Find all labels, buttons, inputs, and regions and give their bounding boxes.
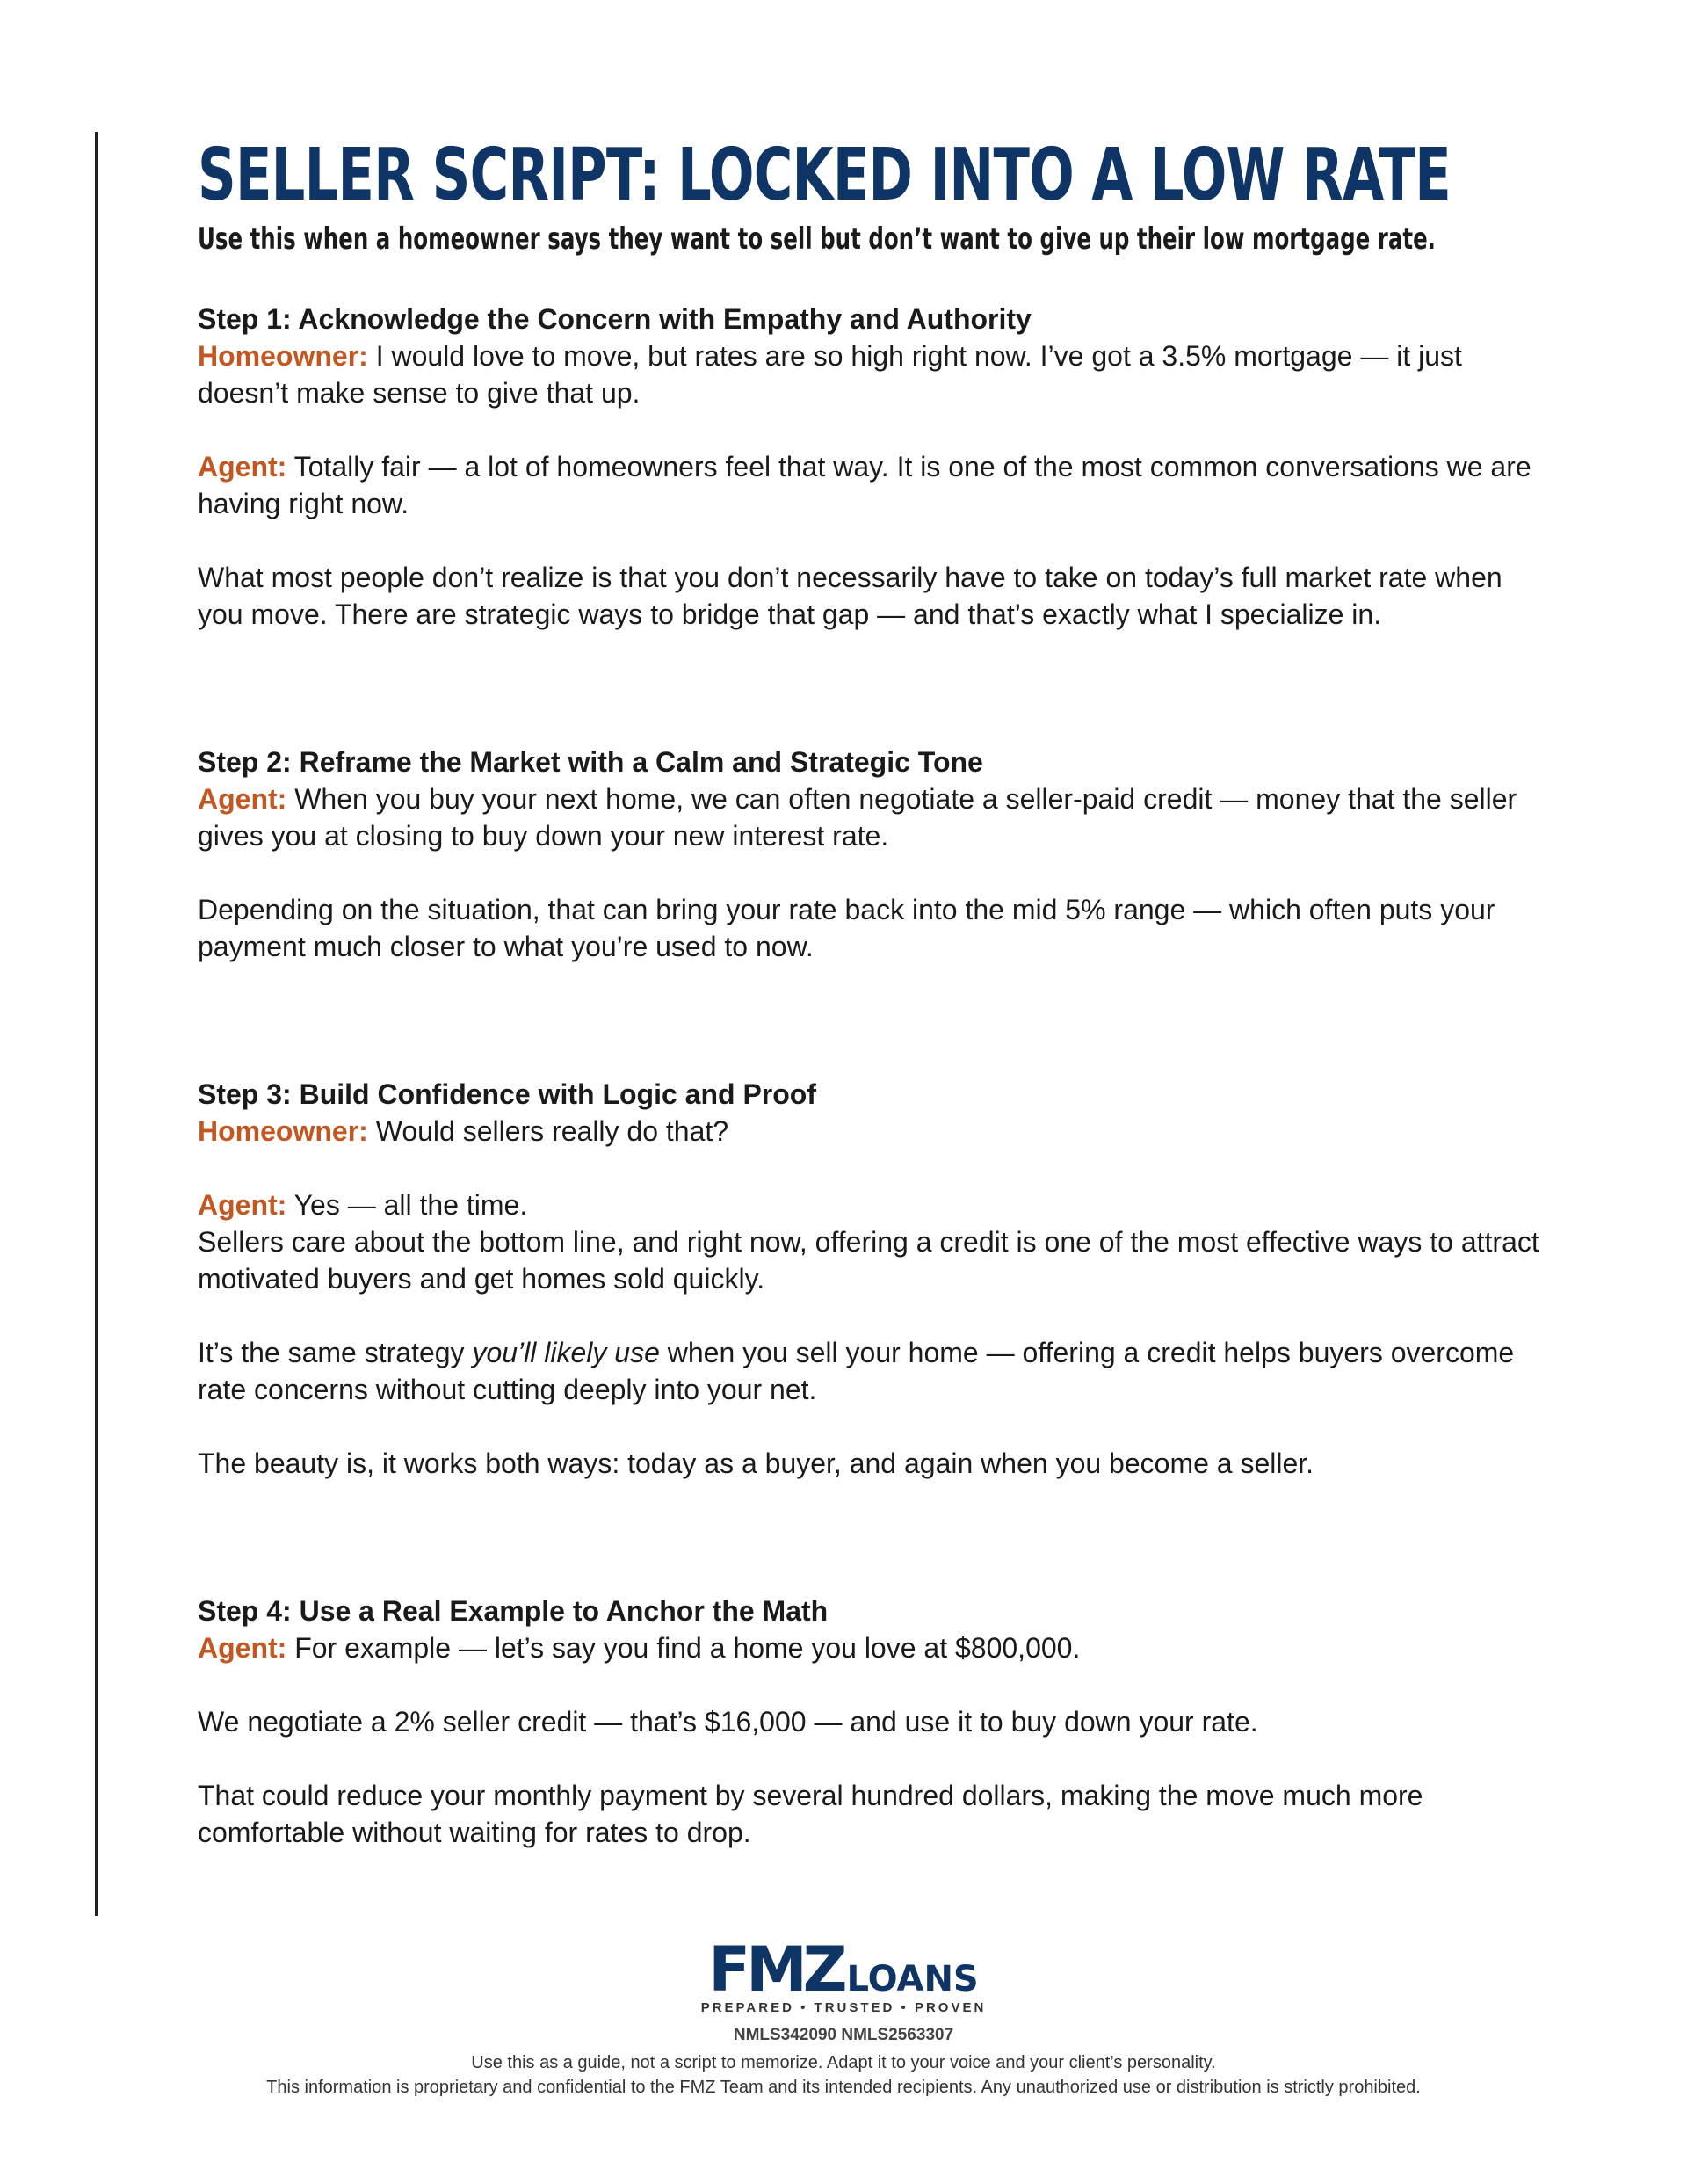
step-3 [198, 1076, 1542, 1482]
step-3-agent-line [198, 1186, 1542, 1223]
step-1-paragraph: What most people don’t realize is that you don’t necessarily have to take on today’s full market rate when you move. There are strategic ways to bridge that gap — and that’s exactly what I specialize in. [198, 562, 1502, 630]
step-2-agent-line [198, 780, 1542, 854]
page-subtitle: Use this when a homeowner says they want to sell but don’t want to give up their low mortgage rate. [198, 221, 1436, 257]
step-2 [198, 744, 1542, 965]
step-1-homeowner-line [198, 337, 1542, 411]
logo-fmz: FMZ [708, 1934, 844, 2006]
step-3-homeowner-line [198, 1113, 1542, 1150]
disclaimer [202, 2050, 1485, 2100]
step-3-paragraph-3: The beauty is, it works both ways: today as a buyer, and again when you become a seller. [198, 1448, 1314, 1479]
step-4-title: Step 4: Use a Real Example to Anchor the Math [198, 1595, 829, 1627]
step-3-paragraph-2 [198, 1334, 1542, 1408]
agent-label: Agent: [198, 1632, 287, 1664]
agent-label: Agent: [198, 783, 287, 815]
logo-loans: LOANS [846, 1959, 979, 1999]
homeowner-text: I would love to move, but rates are so high right now. I’ve got a 3.5% mortgage — it just doesn’t make sense to give that up. [198, 340, 1462, 409]
step-1-agent-line [198, 448, 1542, 522]
fmz-loans-logo [708, 1934, 979, 2006]
step-1-title: Step 1: Acknowledge the Concern with Empathy and Authority [198, 303, 1032, 335]
step-1 [198, 301, 1542, 633]
agent-text: For example — let’s say you find a home you love at $800,000. [286, 1632, 1081, 1664]
step-3-paragraph-1: Sellers care about the bottom line, and right now, offering a credit is one of the most effective ways to attract motivated buyers and get homes sold quickly. [198, 1226, 1539, 1295]
step-4-paragraph-2: That could reduce your monthly payment by several hundred dollars, making the move much more comfortable without waiting for rates to drop. [198, 1780, 1423, 1848]
left-margin-rule [95, 132, 98, 1916]
step-2-title: Step 2: Reframe the Market with a Calm and Strategic Tone [198, 746, 983, 778]
agent-label: Agent: [198, 1189, 287, 1221]
step-2-paragraph: Depending on the situation, that can bring your rate back into the mid 5% range — which often puts your payment much closer to what you’re used to now. [198, 894, 1495, 962]
agent-text: Yes — all the time. [286, 1189, 528, 1221]
homeowner-label: Homeowner: [198, 1115, 368, 1147]
logo-tagline: PREPARED • TRUSTED • PROVEN [700, 2000, 987, 2015]
agent-text: Totally fair — a lot of homeowners feel that way. It is one of the most common conversations we are having right now. [198, 451, 1531, 519]
para2-emphasis: you’ll likely use [472, 1337, 660, 1368]
footer [0, 1934, 1687, 2100]
step-4-paragraph-1: We negotiate a 2% seller credit — that’s $16,000 — and use it to buy down your rate. [198, 1706, 1258, 1738]
para2-start: It’s the same strategy [198, 1337, 473, 1368]
step-3-title: Step 3: Build Confidence with Logic and Proof [198, 1078, 816, 1110]
disclaimer-line-1: Use this as a guide, not a script to memorize. Adapt it to your voice and your client’s personality. [471, 2053, 1216, 2072]
agent-label: Agent: [198, 451, 287, 483]
page-title: SELLER SCRIPT: LOCKED INTO A LOW RATE [198, 134, 1451, 217]
homeowner-text: Would sellers really do that? [367, 1115, 729, 1147]
homeowner-label: Homeowner: [198, 340, 368, 372]
para2-end: when you sell your home — offering a credit helps buyers overcome rate concerns without cutting deeply into your net. [198, 1337, 1515, 1405]
step-4-agent-line [198, 1629, 1542, 1666]
agent-text: When you buy your next home, we can often negotiate a seller-paid credit — money that the seller gives you at closing to buy down your new interest rate. [198, 783, 1517, 852]
script-content [198, 132, 1542, 1851]
disclaimer-line-2: This information is proprietary and confidential to the FMZ Team and its intended recipients. Any unauthorized use or distribution is strictly prohibited. [266, 2078, 1421, 2097]
step-4 [198, 1593, 1542, 1851]
nmls-numbers: NMLS342090 NMLS2563307 [733, 2026, 954, 2044]
